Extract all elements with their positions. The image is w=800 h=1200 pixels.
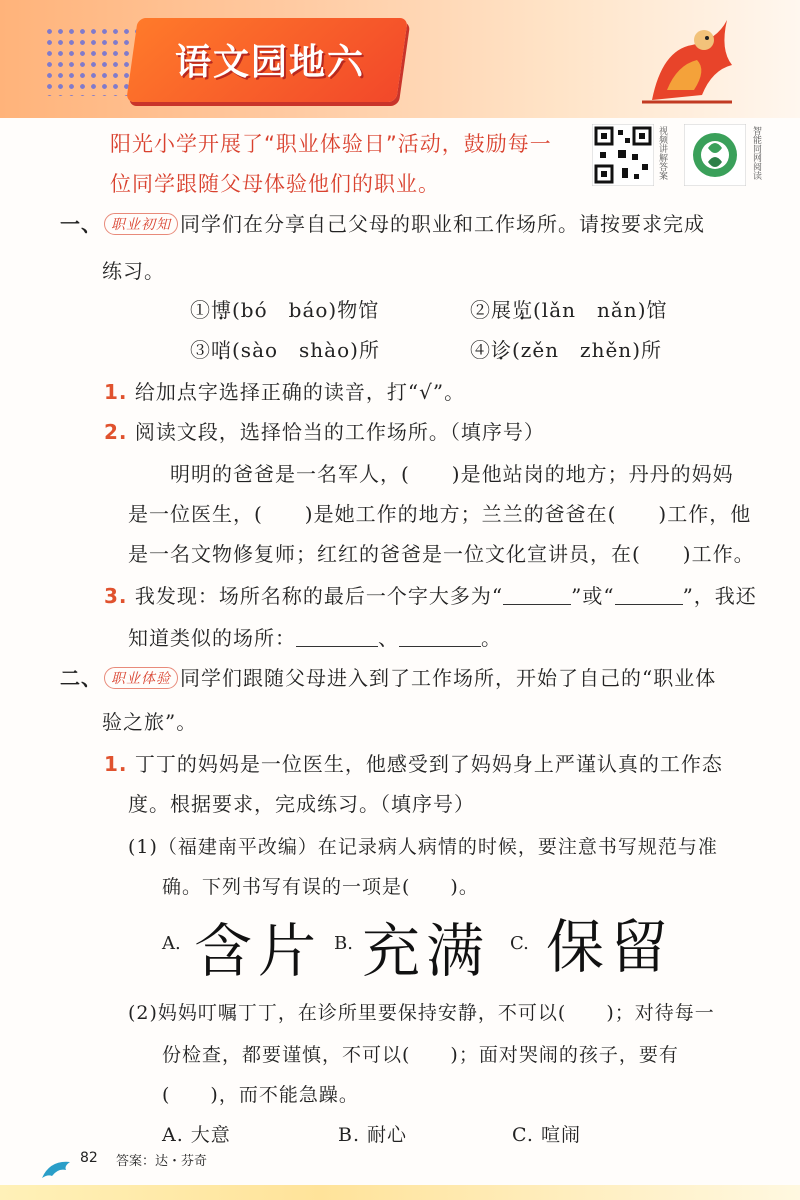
- sub-question-2-line-2: 份检查，都要谨慎，不可以( )；面对哭闹的孩子，要有: [162, 1044, 679, 1066]
- mascot-icon: [632, 10, 742, 110]
- sub-question-2: (2)妈妈叮嘱丁丁，在诊所里要保持安静，不可以( )；对待每一: [128, 1002, 715, 1024]
- option-letter-a: A.: [162, 933, 181, 954]
- dotted-char: 博: [211, 298, 232, 322]
- dotted-char: 览: [512, 298, 533, 322]
- question-text: 知道类似的场所：: [128, 626, 296, 650]
- question-text: ”或“: [571, 584, 615, 608]
- section1-badge: 职业初知: [104, 213, 178, 235]
- handwriting-option-c[interactable]: 保留: [546, 913, 675, 981]
- pinyin-item-3[interactable]: [190, 334, 380, 363]
- question-text: 给加点字选择正确的读音，打“√”。: [134, 380, 466, 404]
- section1-number: 一、: [60, 212, 102, 236]
- option-letter-b: B.: [334, 933, 353, 954]
- pinyin-item-2[interactable]: [470, 294, 668, 323]
- question-number: 1.: [104, 752, 128, 776]
- s1-question-2: [104, 416, 545, 445]
- question-text: 丁丁的妈妈是一位医生，他感受到了妈妈身上严谨认真的工作态: [134, 752, 723, 776]
- sub-question-1-line-2: 确。下列书写有误的一项是( )。: [162, 876, 479, 898]
- question-text: 我发现：场所名称的最后一个字大多为“: [134, 584, 504, 608]
- intro-line-2: 位同学跟随父母体验他们的职业。: [110, 172, 440, 196]
- section2-text: 同学们跟随父母进入到了工作场所，开始了自己的“职业体: [180, 666, 717, 690]
- question-text: 阅读文段，选择恰当的工作场所。（填序号）: [134, 420, 545, 444]
- question-text: 、: [378, 626, 399, 650]
- item-mark: ③: [190, 338, 211, 362]
- qr-code-icon[interactable]: [592, 124, 654, 186]
- question-number: 1.: [104, 380, 128, 404]
- s2-question-1-line-2: 度。根据要求，完成练习。（填序号）: [128, 792, 475, 816]
- passage-line-3: 是一名文物修复师；红红的爸爸是一位文化宣讲员，在( )工作。: [128, 542, 755, 566]
- page-title: 语文园地六: [174, 42, 365, 83]
- page-number: 82: [80, 1150, 98, 1166]
- question-text: 。: [481, 626, 502, 650]
- answer-blank[interactable]: [503, 604, 571, 605]
- s2-question-1: [104, 748, 723, 777]
- intro-line-1: 阳光小学开展了“职业体验日”活动，鼓励每一: [110, 132, 552, 156]
- question-number: 3.: [104, 584, 128, 608]
- item-mark: ②: [470, 298, 491, 322]
- answer-blank[interactable]: [296, 646, 378, 647]
- plain-char: 展: [491, 298, 512, 322]
- qr-label-reading: 智能同网阅读: [751, 126, 761, 180]
- section1-text: 同学们在分享自己父母的职业和工作场所。请按要求完成: [180, 212, 705, 236]
- item-mark: ①: [190, 298, 211, 322]
- footer-band: [0, 1185, 800, 1200]
- pinyin-item-4[interactable]: [470, 334, 662, 363]
- sub-question-2-line-3: ( )，而不能急躁。: [162, 1084, 359, 1106]
- section2-heading: [60, 662, 716, 691]
- question-number: 2.: [104, 420, 128, 444]
- choice-c[interactable]: C. 喧闹: [512, 1124, 581, 1146]
- qr-codes: [592, 122, 770, 192]
- answer-blank[interactable]: [399, 646, 481, 647]
- section1-heading: [60, 208, 705, 237]
- pinyin-options: (lǎn nǎn)馆: [533, 298, 668, 322]
- handwriting-option-b[interactable]: 充满: [362, 917, 491, 985]
- option-letter-c: C.: [510, 933, 529, 954]
- section1-text-2: 练习。: [102, 259, 165, 283]
- item-mark: ④: [470, 338, 491, 362]
- dotted-char: 诊: [491, 338, 512, 362]
- answer-blank[interactable]: [615, 604, 683, 605]
- passage-line-1: 明明的爸爸是一名军人，( )是他站岗的地方；丹丹的妈妈: [170, 462, 734, 486]
- s1-question-3-line-2: [128, 622, 502, 651]
- qr-label-video: 视频讲解答案: [657, 126, 667, 180]
- pinyin-item-1[interactable]: [190, 294, 379, 323]
- s1-question-1: [104, 376, 465, 405]
- handwriting-option-a[interactable]: 含片: [194, 917, 323, 985]
- passage-line-2: 是一位医生，( )是她工作的地方；兰兰的爸爸在( )工作，他: [128, 502, 752, 526]
- dolphin-icon: [40, 1156, 76, 1182]
- answer-key: 答案：达・芬奇: [116, 1154, 208, 1169]
- question-text: ”，我还: [682, 584, 757, 608]
- intro-text: [110, 124, 580, 204]
- choice-b[interactable]: B. 耐心: [338, 1124, 408, 1146]
- pinyin-options: (zěn zhěn)所: [512, 338, 662, 362]
- choice-a[interactable]: A. 大意: [162, 1124, 231, 1146]
- section2-text-2: 验之旅”。: [102, 710, 198, 734]
- sub-question-1: (1)（福建南平改编）在记录病人病情的时候，要注意书写规范与准: [128, 836, 718, 858]
- section2-badge: 职业体验: [104, 667, 178, 689]
- s1-question-3: [104, 580, 757, 609]
- pinyin-options: (bó báo)物馆: [232, 298, 380, 322]
- pinyin-options: (sào shào)所: [232, 338, 380, 362]
- section2-number: 二、: [60, 666, 102, 690]
- dotted-char: 哨: [211, 338, 232, 362]
- green-logo-icon[interactable]: [684, 124, 746, 186]
